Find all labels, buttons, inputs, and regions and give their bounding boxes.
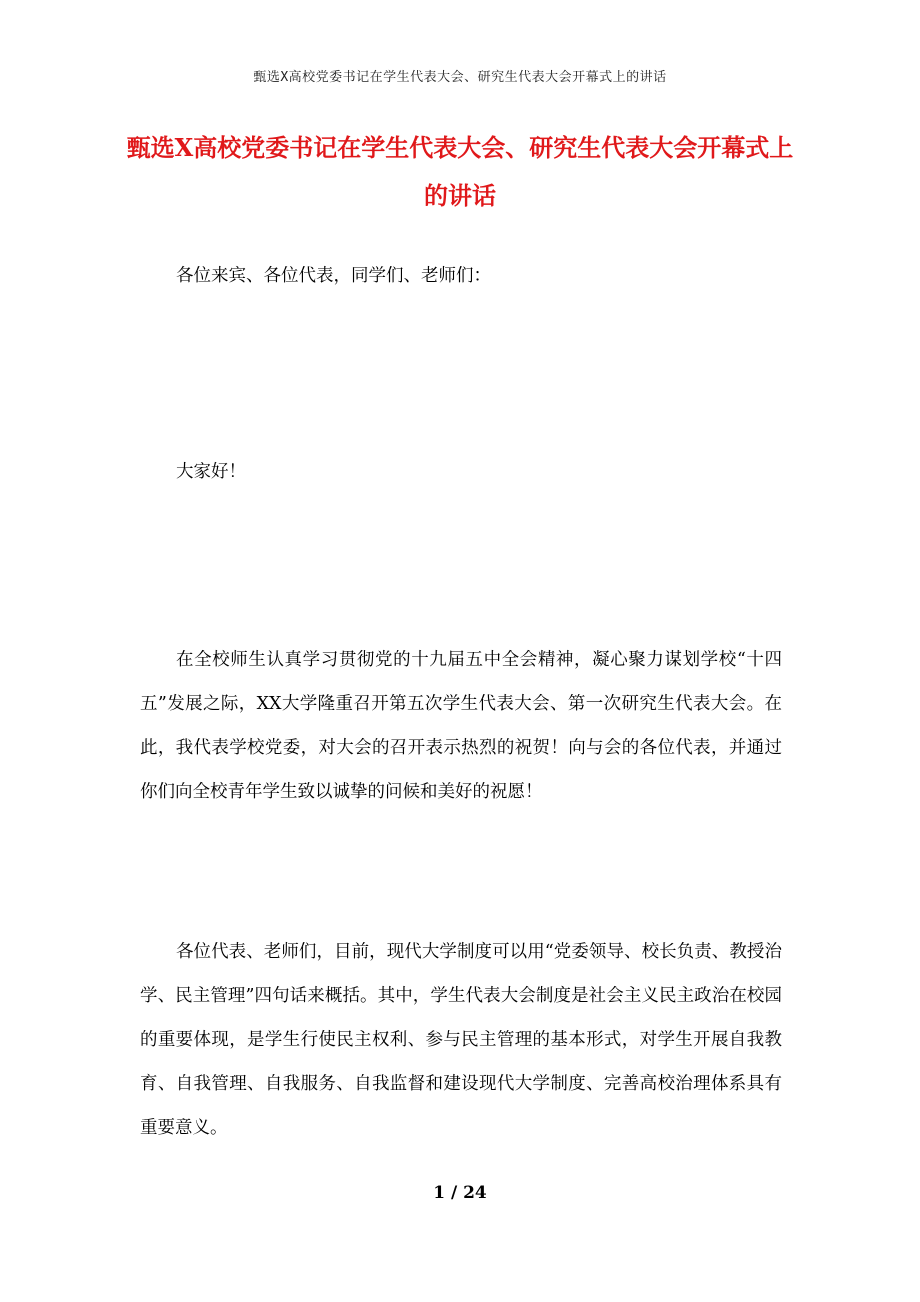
greeting: 大家好！: [176, 462, 246, 482]
document-title: 甄选X高校党委书记在学生代表大会、研究生代表大会开幕式上的讲话: [126, 133, 794, 210]
body-paragraph: 各位代表、老师们，目前，现代大学制度可以用“党委领导、校长负责、教授治学、民主管理”四句话来概括。其中，学生代表大会制度是社会主义民主政治在校园的重要体现，是学生行使民主权利、参与民主管理的基本形式，对学生开展自我教育、自我管理、自我服务、自我监督和建设现代大学制度、完善高校治理体系具有重要意义。: [140, 942, 782, 1138]
running-header: 甄选X高校党委书记在学生代表大会、研究生代表大会开幕式上的讲话: [253, 70, 667, 85]
page-number: 1 / 24: [433, 1183, 487, 1203]
salutation: 各位来宾、各位代表，同学们、老师们：: [176, 266, 491, 286]
body-paragraph: 在全校师生认真学习贯彻党的十九届五中全会精神，凝心聚力谋划学校“十四五”发展之际，XX大学隆重召开第五次学生代表大会、第一次研究生代表大会。在此，我代表学校党委，对大会的召开表示热烈的祝贺！向与会的各位代表，并通过你们向全校青年学生致以诚挚的问候和美好的祝愿！: [140, 650, 782, 802]
